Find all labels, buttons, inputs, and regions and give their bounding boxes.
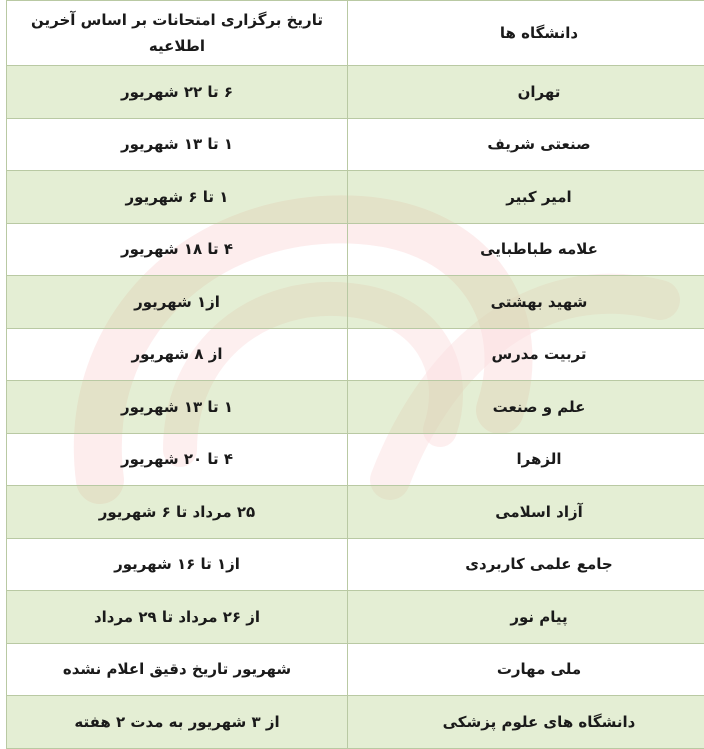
exam-date-cell: ۴ تا ۱۸ شهریور xyxy=(7,223,348,276)
table-row xyxy=(7,538,704,591)
university-cell: صنعتی شریف xyxy=(348,118,704,171)
table-row xyxy=(7,118,704,171)
exam-date-cell: ۱ تا ۱۳ شهریور xyxy=(7,118,348,171)
table-row xyxy=(7,433,704,486)
exam-date-cell: از۱ شهریور xyxy=(7,276,348,329)
table-header-row xyxy=(7,1,704,66)
university-cell: دانشگاه های علوم پزشکی xyxy=(348,696,704,749)
university-cell: شهید بهشتی xyxy=(348,276,704,329)
table-row xyxy=(7,381,704,434)
university-cell: الزهرا xyxy=(348,433,704,486)
university-cell: تهران xyxy=(348,66,704,119)
exam-date-cell: از ۸ شهریور xyxy=(7,328,348,381)
table-row xyxy=(7,696,704,749)
table-row xyxy=(7,223,704,276)
table-row xyxy=(7,486,704,539)
exam-date-cell: ۱ تا ۱۳ شهریور xyxy=(7,381,348,434)
table-row xyxy=(7,328,704,381)
university-cell: امیر کبیر xyxy=(348,171,704,224)
university-cell: پیام نور xyxy=(348,591,704,644)
exam-date-cell: ۶ تا ۲۲ شهریور xyxy=(7,66,348,119)
exam-date-cell: ۴ تا ۲۰ شهریور xyxy=(7,433,348,486)
header-exam-date: تاریخ برگزاری امتحانات بر اساس آخرین اطلاعیه xyxy=(7,1,348,66)
exam-date-cell: از۱ تا ۱۶ شهریور xyxy=(7,538,348,591)
table-row xyxy=(7,66,704,119)
university-cell: جامع علمی کاربردی xyxy=(348,538,704,591)
header-university: دانشگاه ها xyxy=(348,1,704,66)
university-cell: ملی مهارت xyxy=(348,643,704,696)
university-cell: آزاد اسلامی xyxy=(348,486,704,539)
table-row xyxy=(7,591,704,644)
exam-date-cell: از ۲۶ مرداد تا ۲۹ مرداد xyxy=(7,591,348,644)
university-cell: علامه طباطبایی xyxy=(348,223,704,276)
table-row xyxy=(7,643,704,696)
exam-schedule-table xyxy=(6,0,704,749)
university-cell: علم و صنعت xyxy=(348,381,704,434)
exam-date-cell: از ۳ شهریور به مدت ۲ هفته xyxy=(7,696,348,749)
table-row xyxy=(7,276,704,329)
table-row xyxy=(7,171,704,224)
exam-date-cell: شهریور تاریخ دقیق اعلام نشده xyxy=(7,643,348,696)
exam-date-cell: ۲۵ مرداد تا ۶ شهریور xyxy=(7,486,348,539)
exam-date-cell: ۱ تا ۶ شهریور xyxy=(7,171,348,224)
university-cell: تربیت مدرس xyxy=(348,328,704,381)
